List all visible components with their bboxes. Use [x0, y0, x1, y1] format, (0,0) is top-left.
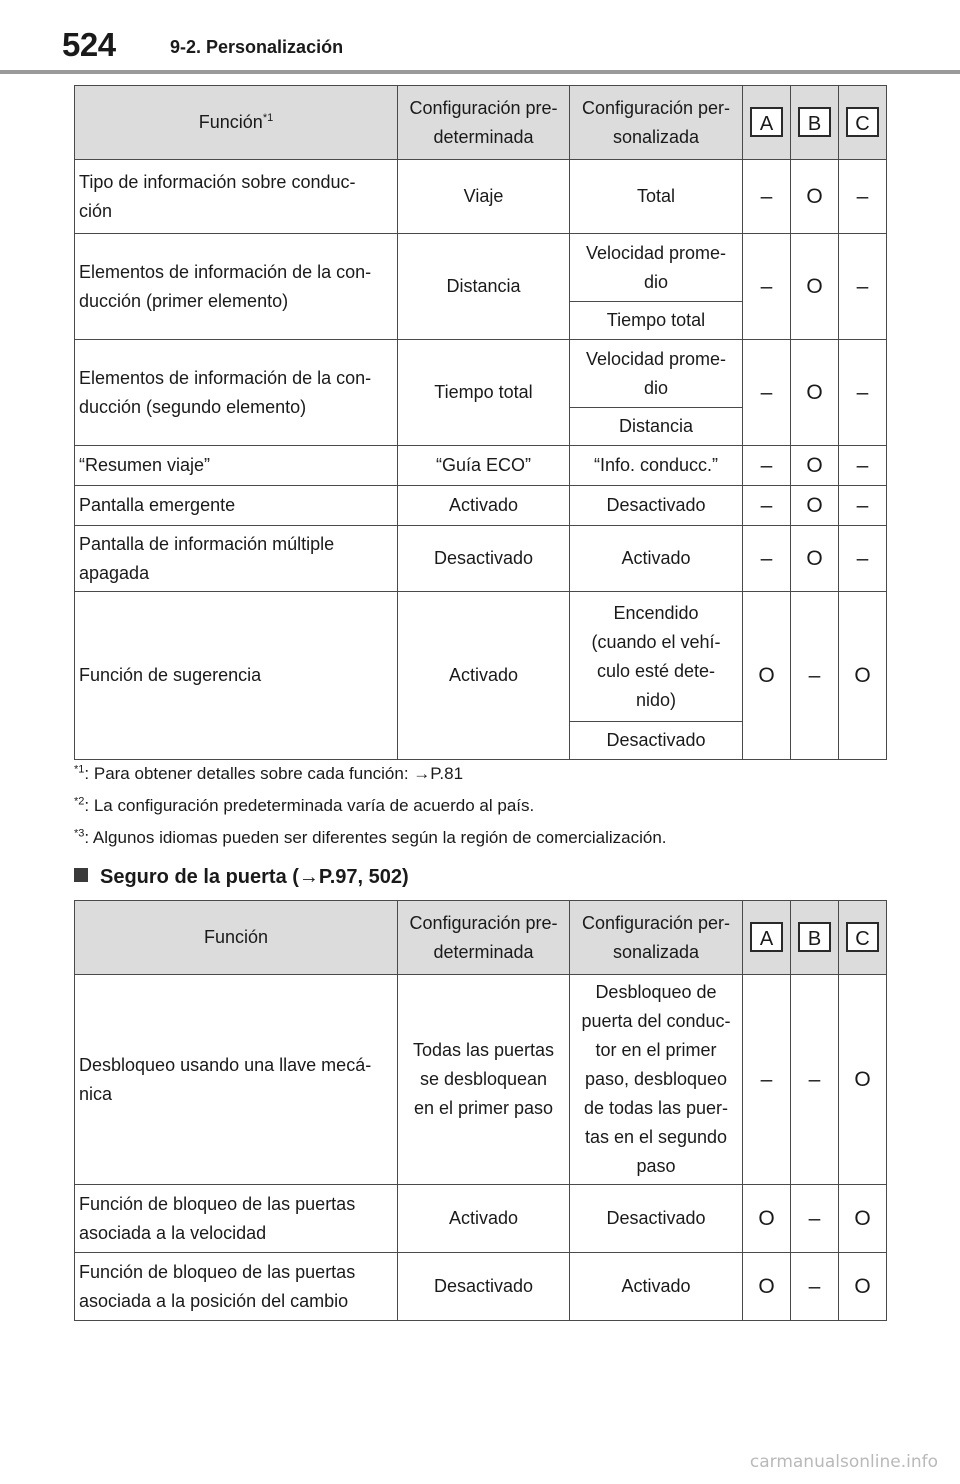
col-b-cell: O — [791, 486, 839, 526]
col-b-cell: O — [791, 340, 839, 446]
function-cell: Función de bloqueo de las puertas asociada a la posición del cambio — [75, 1253, 398, 1321]
default-cell: “Guía ECO” — [398, 446, 570, 486]
col-b-cell: – — [791, 1253, 839, 1321]
col-c-cell: – — [839, 234, 887, 340]
custom-cell: Velocidad prome- dio — [570, 340, 743, 408]
col-a-cell: O — [743, 1185, 791, 1253]
customization-table-1 — [74, 85, 887, 760]
table-row — [75, 486, 887, 526]
col-a-cell: – — [743, 526, 791, 592]
table-row — [75, 975, 887, 1185]
footnote: $^{*2}$: La configuración predeterminada varía de acuerdo al país. — [74, 795, 535, 815]
function-cell: Tipo de información sobre conduc- ción — [75, 160, 398, 234]
default-cell: Activado — [398, 1185, 570, 1253]
function-cell: Función de bloqueo de las puertas asociada a la velocidad — [75, 1185, 398, 1253]
table-header-row — [75, 86, 887, 160]
col-a-cell: O — [743, 592, 791, 760]
col-a-cell: O — [743, 1253, 791, 1321]
table-row — [75, 592, 887, 722]
default-cell: Todas las puertas se desbloquean en el primer paso — [398, 975, 570, 1185]
section-heading: Seguro de la puerta (→P.97, 502) — [74, 866, 409, 889]
header-b: B — [791, 86, 839, 160]
header-custom: Configuración per- sonalizada — [570, 901, 743, 975]
col-c-cell: – — [839, 160, 887, 234]
custom-cell: Total — [570, 160, 743, 234]
header-default: Configuración pre- determinada — [398, 86, 570, 160]
table-row — [75, 1253, 887, 1321]
default-cell: Distancia — [398, 234, 570, 340]
col-b-cell: O — [791, 160, 839, 234]
default-cell: Tiempo total — [398, 340, 570, 446]
header-c: C — [839, 86, 887, 160]
custom-cell: “Info. conducc.” — [570, 446, 743, 486]
watermark: carmanualsonline.info — [749, 1452, 938, 1472]
page-header — [0, 0, 960, 76]
table-header-row — [75, 901, 887, 975]
header-c: C — [839, 901, 887, 975]
default-cell: Activado — [398, 592, 570, 760]
col-a-cell: – — [743, 340, 791, 446]
section-title: 9-2. Personalización — [170, 37, 344, 57]
footnotes — [74, 758, 667, 854]
col-a-cell: – — [743, 160, 791, 234]
function-cell: “Resumen viaje” — [75, 446, 398, 486]
square-bullet-icon — [74, 868, 88, 882]
col-b-cell: – — [791, 975, 839, 1185]
col-b-cell: O — [791, 526, 839, 592]
default-cell: Viaje — [398, 160, 570, 234]
function-cell: Función de sugerencia — [75, 592, 398, 760]
header-custom: Configuración per- sonalizada — [570, 86, 743, 160]
function-cell: Elementos de información de la con- ducción (segundo elemento) — [75, 340, 398, 446]
table-row — [75, 526, 887, 592]
col-c-cell: O — [839, 1185, 887, 1253]
table-row — [75, 160, 887, 234]
function-cell: Pantalla emergente — [75, 486, 398, 526]
col-c-cell: – — [839, 486, 887, 526]
col-a-cell: – — [743, 975, 791, 1185]
page-number: 524 — [62, 26, 116, 63]
header-default: Configuración pre- determinada — [398, 901, 570, 975]
header-a: A — [743, 901, 791, 975]
col-c-cell: O — [839, 592, 887, 760]
col-c-cell: O — [839, 1253, 887, 1321]
col-b-cell: – — [791, 1185, 839, 1253]
custom-cell: Desactivado — [570, 1185, 743, 1253]
custom-cell: Desactivado — [570, 722, 743, 760]
table-row — [75, 234, 887, 302]
custom-cell: Desactivado — [570, 486, 743, 526]
header-b: B — [791, 901, 839, 975]
default-cell: Activado — [398, 486, 570, 526]
custom-cell: Desbloqueo de puerta del conduc- tor en el primer paso, desbloqueo de todas las puer- tas en el segundo paso — [570, 975, 743, 1185]
col-a-cell: – — [743, 446, 791, 486]
custom-cell: Activado — [570, 1253, 743, 1321]
table-row — [75, 446, 887, 486]
custom-cell: Encendido (cuando el vehí- culo esté dete- nido) — [570, 592, 743, 722]
function-cell: Elementos de información de la con- ducción (primer elemento) — [75, 234, 398, 340]
col-b-cell: O — [791, 446, 839, 486]
col-c-cell: – — [839, 526, 887, 592]
custom-cell: Activado — [570, 526, 743, 592]
function-cell: Desbloqueo usando una llave mecá- nica — [75, 975, 398, 1185]
header-a: A — [743, 86, 791, 160]
header-function: Función — [75, 901, 398, 975]
custom-cell: Velocidad prome- dio — [570, 234, 743, 302]
col-c-cell: – — [839, 446, 887, 486]
col-c-cell: O — [839, 975, 887, 1185]
col-a-cell: – — [743, 486, 791, 526]
col-a-cell: – — [743, 234, 791, 340]
customization-table-2 — [74, 900, 887, 1321]
default-cell: Desactivado — [398, 526, 570, 592]
table-row — [75, 1185, 887, 1253]
col-b-cell: O — [791, 234, 839, 340]
default-cell: Desactivado — [398, 1253, 570, 1321]
function-cell: Pantalla de información múltiple apagada — [75, 526, 398, 592]
footnote: $^{*3}$: Algunos idiomas pueden ser diferentes según la región de comercialización. — [74, 827, 667, 847]
col-b-cell: – — [791, 592, 839, 760]
header-rule — [0, 70, 960, 74]
footnote: $^{*1}$: Para obtener detalles sobre cada función: →P.81 — [74, 763, 464, 783]
col-c-cell: – — [839, 340, 887, 446]
custom-cell: Distancia — [570, 408, 743, 446]
custom-cell: Tiempo total — [570, 302, 743, 340]
table-row — [75, 340, 887, 408]
header-function: Función$^{*1}$ — [75, 86, 398, 160]
